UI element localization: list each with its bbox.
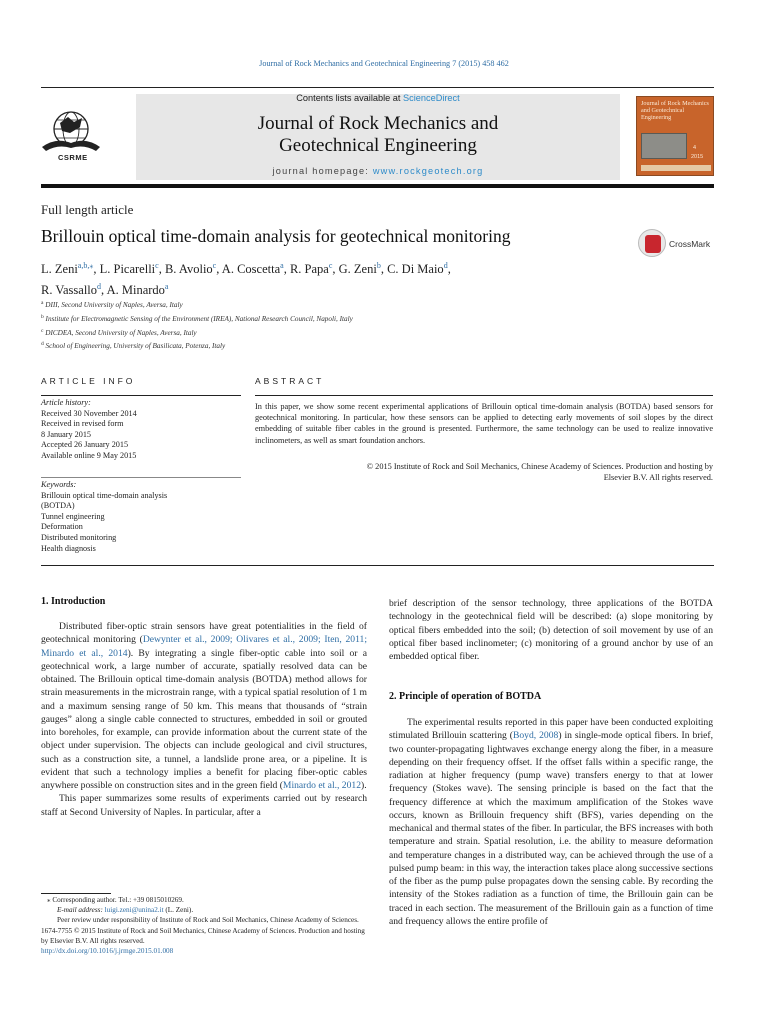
header-bottom-rule xyxy=(41,184,714,188)
copyright-line2: Elsevier B.V. All rights reserved. xyxy=(603,473,713,483)
author: B. Avolio$^c$, xyxy=(164,261,222,276)
header-top-rule xyxy=(41,87,714,88)
history-item: Received in revised form xyxy=(41,419,124,429)
affiliation: $^d$ School of Engineering, University of Basilicata, Potenza, Italy xyxy=(41,341,226,351)
peer-review-note: Peer review under responsibility of Institute of Rock and Soil Mechanics, Chinese Academy of Sciences. xyxy=(57,916,359,925)
crossmark-bookmark-icon xyxy=(645,235,661,253)
keyword: Tunnel engineering xyxy=(41,511,105,521)
crossmark-button[interactable] xyxy=(638,229,718,259)
email-line: E-mail address: luigi.zeni@unina2.it (L. Zeni). xyxy=(57,906,194,915)
citation-link[interactable]: Boyd, 2008 xyxy=(512,730,559,742)
article-type: Full length article xyxy=(41,202,134,217)
keyword: Health diagnosis xyxy=(41,543,96,553)
left-column-body xyxy=(41,620,367,819)
section-1-heading: 1. Introduction xyxy=(41,596,106,607)
history-item: 8 January 2015 xyxy=(41,429,92,439)
crossmark-label: CrossMark xyxy=(669,239,711,249)
intro-paragraph-continued: brief description of the sensor technology, three applications of the BOTDA technology in the geotechnical field will be described: (a) slope monitoring by optical fibers embedded into the soil; (b) detection of soil movement by use of an optical fiber based inclinometer; (c) monitoring of a ground anchor by use of an embedded optical fiber. xyxy=(389,598,713,662)
article-history xyxy=(41,398,241,462)
homepage-link[interactable]: www.rockgeotech.org xyxy=(372,166,484,176)
journal-citation[interactable]: Journal of Rock Mechanics and Geotechnical Engineering 7 (2015) 458 462 xyxy=(259,59,509,68)
footnotes xyxy=(41,895,371,956)
keyword: Brillouin optical time-domain analysis xyxy=(41,490,168,500)
abstract-copyright xyxy=(255,461,713,483)
crossmark-icon xyxy=(638,229,666,257)
history-item: Received 30 November 2014 xyxy=(41,408,137,418)
cover-title: Journal of Rock Mechanics and Geotechnical Engineering xyxy=(641,100,709,121)
author: L. Picarelli$^c$, xyxy=(99,261,165,276)
journal-title-line1: Journal of Rock Mechanics and xyxy=(257,113,499,134)
keywords-heading: Keywords: xyxy=(41,480,77,489)
journal-title xyxy=(136,113,620,157)
author: R. Papa$^c$, xyxy=(289,261,339,276)
body-top-rule xyxy=(41,565,714,566)
journal-cover-thumbnail[interactable] xyxy=(636,96,714,176)
homepage-prefix: journal homepage: xyxy=(272,166,373,176)
abstract-text: In this paper, we show some recent experimental applications of Brillouin optical time-domain analysis (BOTDA) based sensors for geotechnical monitoring. In particular, how these sensors can be applied to detecting early movements of soil slopes by the direct embedding of suitable fiber cables in the ground is presented. Furthermore, the same technology can be used to realize innovative inclinometers, as well as smart foundation anchors. xyxy=(255,402,713,445)
keywords-rule xyxy=(41,477,241,478)
journal-title-line2: Geotechnical Engineering xyxy=(279,135,477,156)
intro-paragraph-1: Distributed fiber-optic strain sensors have great potentialities in the field of geotechnical monitoring (Dewynter et al., 2009; Olivares et al., 2009; Iten, 2011; Minardo et al., 2014). By integrating a single fiber-optic cable into soil or a geotechnical work, a large number of accurate, spatially resolved data can be obtained. The Brillouin optical time-domain analysis (BOTDA) method allows for strain measurements in the microstrain range, with a typical spatial resolution of 1 m and a maximum sensing range of 50 km. This means that thousands of “strain gauges” along a single cable connected to structures, embedded in soil or grouted into boreholes, for example, can provide information about the current state of the object under supervision. The objects can include geological and civil structures, such as a construction site, a tunnel, a landslide prone area, or a pipeline. It is evident that such a technology implies a benefit for placing fiber-optic cables anywhere possible on construction sites and in the green field (Minardo et al., 2012). xyxy=(41,621,368,791)
copyright-line1: © 2015 Institute of Rock and Soil Mechanics, Chinese Academy of Sciences. Production and hosting by xyxy=(366,462,713,471)
section-2-heading: 2. Principle of operation of BOTDA xyxy=(389,691,542,702)
keyword: Deformation xyxy=(41,522,83,532)
right-column-top xyxy=(389,597,713,663)
author: L. Zeni$^{a,b,⁎}$, xyxy=(41,261,100,276)
article-info-heading: ARTICLE INFO xyxy=(41,376,136,386)
journal-homepage xyxy=(136,166,620,176)
keywords xyxy=(41,480,241,554)
history-item: Accepted 26 January 2015 xyxy=(41,440,129,450)
citation-link[interactable]: Dewynter et al., 2009; Olivares et al., 2009; Iten, 2011; Minardo et al., 2014 xyxy=(41,634,368,659)
history-heading: Article history: xyxy=(41,398,91,407)
affiliation: $^b$ Institute for Electromagnetic Sensing of the Environment (IREA), National Research Council, Napoli, Italy xyxy=(41,313,353,323)
history-item: Available online 9 May 2015 xyxy=(41,450,137,460)
author: R. Vassallo$^d$, xyxy=(41,282,107,297)
contents-prefix: Contents lists available at xyxy=(296,93,404,103)
abstract-rule xyxy=(255,395,713,396)
author: A. Minardo$^a$ xyxy=(106,282,169,297)
cover-year: 2015 xyxy=(691,154,704,160)
author-list xyxy=(41,257,601,299)
keyword: Distributed monitoring xyxy=(41,532,117,542)
article-title: Brillouin optical time-domain analysis for geotechnical monitoring xyxy=(41,226,511,246)
corresponding-author-note: ⁎ Corresponding author. Tel.: +39 0815010269. xyxy=(47,896,184,904)
affiliation: $^c$ DICDEA, Second University of Naples, Aversa, Italy xyxy=(41,327,197,337)
email-link[interactable]: luigi.zeni@unina2.it xyxy=(104,906,164,915)
botda-paragraph: The experimental results reported in this paper have been conducted exploiting stimulated Brillouin scattering (Boyd, 2008) in single-mode optical fibers. In brief, two counter-propagating lightwaves exchange energy along the fiber, in a measure depending on their frequency offset. If the offset falls within a specific range, the radiation at higher frequency (pump wave) transfers energy to that at lower frequency (Stokes wave). The sensing principle is based on the fact that the frequency difference at which the maximum amplification of the Stokes wave occurs, known as Brillouin frequency shift (BFS), varies depending on the mechanical and thermal states of the fiber. In particular, the BFS increases with both temperature and strain. Spatial resolution, i.e. the ability to measure deformation and temperature changes in a distributed way, can be achieved through the use of a pulsed pump beam: in this way, the interaction takes place along successive sections of the fiber as the pump pulse propagates down the sensing cable. By recording the intensity of the Stokes radiation as a function of time, the Brillouin gain can be traced in each section. The measurement of the Brillouin gain as a function of time and frequency allows the entire profile of xyxy=(389,717,713,927)
sciencedirect-link[interactable]: ScienceDirect xyxy=(403,93,460,103)
affiliations xyxy=(41,298,641,353)
contents-availability xyxy=(136,93,620,103)
article-info-rule xyxy=(41,395,241,396)
doi-link[interactable]: http://dx.doi.org/10.1016/j.jrmge.2015.01.008 xyxy=(41,947,174,956)
cover-image xyxy=(641,133,687,159)
cover-footer-band xyxy=(641,165,711,171)
intro-paragraph-2: This paper summarizes some results of experiments carried out by research staff at Second University of Naples. In particular, after a xyxy=(41,793,367,818)
right-column-body xyxy=(389,716,713,928)
affiliation: $^a$ DIII, Second University of Naples, Aversa, Italy xyxy=(41,300,183,309)
society-logo-text: CSRME xyxy=(58,153,88,162)
author: G. Zeni$^b$, xyxy=(338,261,388,276)
issn-line: 1674-7755 © 2015 Institute of Rock and Soil Mechanics, Chinese Academy of Sciences. Production and hosting by Elsevier B.V. All rights reserved. xyxy=(41,926,365,945)
author: C. Di Maio$^d$, xyxy=(387,261,451,276)
keyword: (BOTDA) xyxy=(41,501,75,511)
citation-link[interactable]: Minardo et al., 2012 xyxy=(282,780,361,791)
cover-issue-number: 4 xyxy=(693,145,697,151)
author: A. Coscetta$^a$, xyxy=(221,261,290,276)
footnote-rule xyxy=(41,893,111,894)
abstract-heading: ABSTRACT xyxy=(255,376,325,386)
